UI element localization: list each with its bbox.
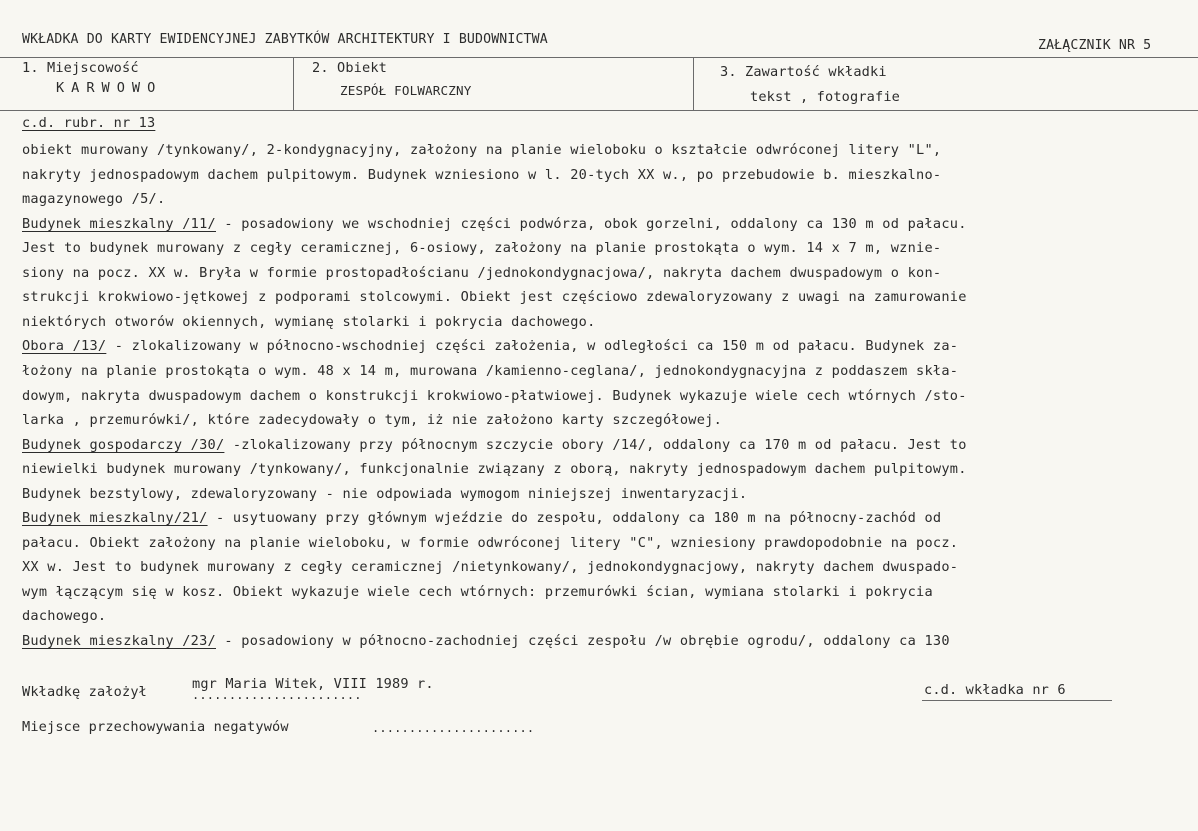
- body-line-text: dowym, nakryta dwuspadowym dachem o konstrukcji krokwiowo-płatwiowej. Budynek wykazuje wiele cech wtórnych /sto-: [22, 387, 967, 404]
- body-line: [22, 265, 941, 281]
- field-separator-2: [693, 57, 694, 111]
- body-line: [22, 240, 941, 256]
- body-line: [22, 510, 941, 526]
- author-label: Wkładkę założył: [22, 684, 148, 700]
- section-heading: Budynek mieszkalny /11/: [22, 215, 216, 232]
- field-separator-1: [293, 57, 294, 111]
- body-line-text: - posadowiony w północno-zachodniej części zespołu /w obrębie ogrodu/, oddalony ca 130: [216, 633, 950, 649]
- author-dots: .......................: [192, 688, 362, 702]
- contents-value: tekst , fotografie: [750, 89, 901, 105]
- body-line: [22, 289, 967, 305]
- body-line: [22, 167, 941, 183]
- body-line: [22, 412, 722, 428]
- body-line-text: Budynek bezstylowy, zdewaloryzowany - nie odpowiada wymogom niniejszej inwentaryzacji.: [22, 485, 748, 502]
- body-line-text: niektórych otworów okiennych, wymianę stolarki i pokrycia dachowego.: [22, 313, 596, 330]
- author-value: mgr Maria Witek, VIII 1989 r.: [192, 676, 434, 692]
- negatives-label: Miejsce przechowywania negatywów: [22, 719, 289, 735]
- body-line: [22, 216, 967, 232]
- continuation-heading: c.d. rubr. nr 13: [22, 115, 156, 131]
- card-title: WKŁADKA DO KARTY EWIDENCYJNEJ ZABYTKÓW ARCHITEKTURY I BUDOWNICTWA: [22, 32, 548, 47]
- object-label: 2. Obiekt: [312, 60, 388, 76]
- body-line: [22, 608, 106, 624]
- body-line-text: Jest to budynek murowany z cegły ceramicznej, 6-osiowy, założony na planie prostokąta o wym. 14 x 7 m, wznie-: [22, 240, 942, 257]
- body-line-text: siony na pocz. XX w. Bryła w formie prostopadłościanu /jednokondygnacjowa/, nakryta dachem dwuspadowym o kon-: [22, 264, 942, 281]
- body-line-text: niewielki budynek murowany /tynkowany/, funkcjonalnie związany z oborą, nakryty jednospadowym dachem pulpitowym.: [22, 461, 967, 478]
- body-line: [22, 338, 958, 354]
- location-value: KARWOWO: [56, 80, 163, 96]
- location-label: 1. Miejscowość: [22, 60, 139, 76]
- negatives-dots: ......................: [372, 721, 535, 735]
- body-line-text: - usytuowany przy głównym wjeździe do zespołu, oddalony ca 180 m na północny-zachód od: [207, 510, 942, 527]
- body-line: [22, 388, 967, 404]
- body-line-text: -zlokalizowany przy północnym szczycie obory /14/, oddalony ca 170 m od pałacu. Jest to: [224, 436, 967, 453]
- next-insert-underline: [922, 700, 1112, 701]
- object-value: ZESPÓŁ FOLWARCZNY: [340, 83, 472, 98]
- body-line-text: - zlokalizowany w północno-wschodniej części założenia, w odległości ca 150 m od pałacu. Budynek za-: [106, 338, 959, 355]
- body-line-text: nakryty jednospadowym dachem pulpitowym. Budynek wzniesiono w l. 20-tych XX w., po przebudowie b. mieszkalno-: [22, 166, 942, 183]
- body-line: [22, 437, 967, 453]
- header-divider: [0, 57, 1198, 58]
- body-line-text: łożony na planie prostokąta o wym. 48 x 14 m, murowana /kamienno-ceglana/, jednokondygnacyjna z poddaszem skła-: [22, 362, 959, 379]
- body-line: [22, 559, 958, 575]
- body-line: [22, 363, 958, 379]
- attachment-number: ZAŁĄCZNIK NR 5: [1038, 38, 1152, 53]
- body-line: [22, 633, 950, 649]
- body-line-text: obiekt murowany /tynkowany/, 2-kondygnacyjny, założony na planie wieloboku o kształcie odwróconej litery "L",: [22, 142, 942, 158]
- body-line: [22, 314, 596, 330]
- body-line-text: strukcji krokwiowo-jętkowej z podporami stolcowymi. Obiekt jest częściowo zdewaloryzowany z uwagi na zamurowanie: [22, 289, 967, 306]
- fields-divider: [0, 110, 1198, 111]
- body-line: [22, 584, 933, 600]
- body-line-text: magazynowego /5/.: [22, 191, 166, 208]
- body-line: [22, 535, 958, 551]
- body-line-text: XX w. Jest to budynek murowany z cegły ceramicznej /nietynkowany/, jednokondygnacjowy, nakryty dachem dwuspado-: [22, 559, 959, 576]
- body-line-text: larka , przemurówki/, które zadecydowały o tym, iż nie założono karty szczegółowej.: [22, 412, 723, 429]
- contents-label: 3. Zawartość wkładki: [720, 64, 887, 80]
- body-line: [22, 191, 165, 207]
- body-line-text: dachowego.: [22, 608, 107, 625]
- section-heading: Budynek mieszkalny/21/: [22, 510, 208, 527]
- body-line: [22, 461, 967, 477]
- body-line-text: pałacu. Obiekt założony na planie wieloboku, w formie odwróconej litery "C", wzniesiony prawdopodobnie na pocz.: [22, 534, 959, 551]
- body-line-text: - posadowiony we wschodniej części podwórza, obok gorzelni, oddalony ca 130 m od pałacu.: [216, 215, 967, 232]
- next-insert: c.d. wkładka nr 6: [924, 682, 1066, 698]
- body-line: [22, 486, 747, 502]
- body-line: [22, 142, 941, 158]
- section-heading: Budynek gospodarczy /30/: [22, 436, 225, 453]
- section-heading: Budynek mieszkalny /23/: [22, 633, 216, 649]
- section-heading: Obora /13/: [22, 338, 107, 355]
- body-line-text: wym łączącym się w kosz. Obiekt wykazuje wiele cech wtórnych: przemurówki ścian, wymiana stolarki i pokrycia: [22, 583, 933, 600]
